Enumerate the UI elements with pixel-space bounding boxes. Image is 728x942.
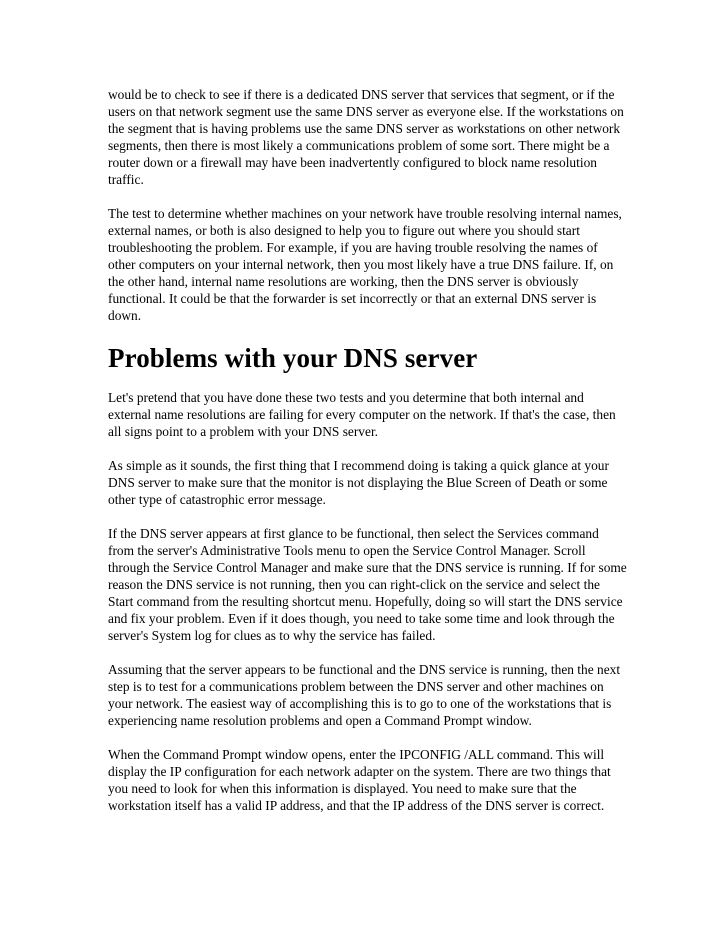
paragraph-pretend-tests: Let's pretend that you have done these two tests and you determine that both internal and external name resolutions are failing for every computer on the network. If that's the case, then all signs point to a problem with your DNS server. [108, 390, 616, 439]
document-page [108, 86, 628, 831]
paragraph-internal-external-test: The test to determine whether machines on your network have trouble resolving internal names, external names, or both is also designed to help you to figure out where you should start troubleshooting the problem. For example, if you are having trouble resolving the names of other computers on your internal network, then you most likely have a true DNS failure. If, on the other hand, internal name resolutions are working, then the DNS server is obviously functional. It could be that the forwarder is set incorrectly or that an external DNS server is down. [108, 206, 622, 323]
paragraph-quick-glance: As simple as it sounds, the first thing that I recommend doing is taking a quick glance at your DNS server to make sure that the monitor is not displaying the Blue Screen of Death or some other type of catastrophic error message. [108, 458, 609, 507]
paragraph-segment-check: would be to check to see if there is a dedicated DNS server that services that segment, or if the users on that network segment use the same DNS server as everyone else. If the workstations on the segment that is having problems use the same DNS server as workstations on other network segments, then there is most likely a communications problem of some sort. There might be a router down or a firewall may have been inadvertently configured to block name resolution traffic. [108, 87, 624, 187]
section-heading: Problems with your DNS server [108, 343, 478, 373]
paragraph-service-control-manager: If the DNS server appears at first glance to be functional, then select the Services command from the server's Administrative Tools menu to open the Service Control Manager. Scroll through the Service Control Manager and make sure that the DNS service is running. If for some reason the DNS service is not running, then you can right-click on the service and select the Start command from the resulting shortcut menu. Hopefully, doing so will start the DNS service and fix your problem. Even if it does though, you need to take some time and look through the server's System log for clues as to why the service has failed. [108, 526, 627, 643]
paragraph-communications-test: Assuming that the server appears to be functional and the DNS service is running, then the next step is to test for a communications problem between the DNS server and other machines on your network. The easiest way of accomplishing this is to go to one of the workstations that is experiencing name resolution problems and open a Command Prompt window. [108, 662, 621, 728]
paragraph-ipconfig: When the Command Prompt window opens, enter the IPCONFIG /ALL command. This will display the IP configuration for each network adapter on the system. There are two things that you need to look for when this information is displayed. You need to make sure that the workstation itself has a valid IP address, and that the IP address of the DNS server is correct. [108, 747, 611, 813]
